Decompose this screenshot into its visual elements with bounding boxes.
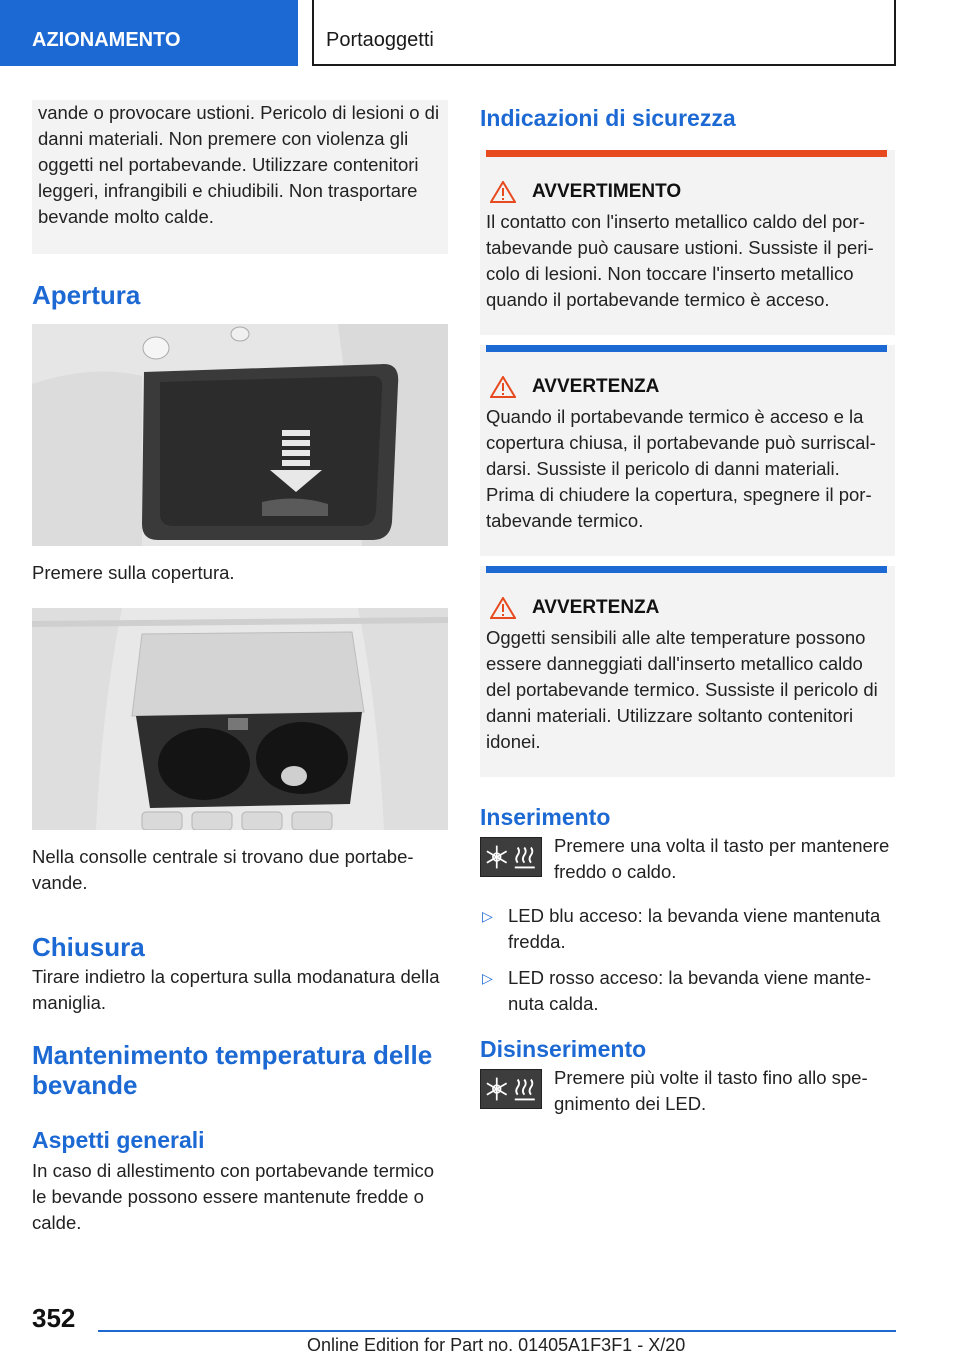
footer-divider (98, 1330, 896, 1332)
warning-text: Il contatto con l'inserto metallico caldo del portabevande può causare ustioni. Sussiste il pericolo di lesioni. Non toccare l'inserto metallico quando il portabevande termico è acceso. (486, 211, 874, 310)
disinserimento-heading: Disinserimento (480, 1036, 647, 1062)
cupholder-cover-photo (32, 324, 448, 546)
inserimento-text: Premere una volta il tasto per mantenere freddo o caldo. (554, 835, 890, 882)
chiusura-text: Tirare indietro la copertura sulla modanatura della maniglia. (32, 966, 440, 1013)
warning-bar (486, 345, 887, 352)
warning-triangle-icon (490, 181, 516, 203)
bullet-marker-icon: ▷ (482, 970, 493, 986)
warning-label: AVVERTENZA (532, 376, 660, 397)
console-cupholders-illustration (32, 608, 448, 830)
chiusura-heading: Chiusura (32, 932, 145, 962)
warning-title-row (486, 595, 887, 621)
list-item-text: LED blu acceso: la bevanda viene mantenuta fredda. (508, 905, 881, 952)
disinserimento-row (480, 1065, 895, 1117)
list-item (480, 965, 895, 1017)
led-status-list (480, 903, 895, 1017)
continued-warning-text: vande o provocare ustioni. Pericolo di lesioni o di danni materiali. Non premere con violenza gli oggetti nel portabevande. Utilizzare contenitori leggeri, infrangibili e chiudibili. Non trasportare bevande molto calde. (38, 102, 440, 227)
console-caption: Nella consolle centrale si trovano due portabevande. (32, 846, 414, 893)
warning-triangle-icon (490, 597, 516, 619)
apertura-caption: Premere sulla copertura. (32, 562, 235, 583)
warning-box-3 (480, 566, 895, 777)
left-column (32, 100, 448, 1236)
aspetti-heading: Aspetti generali (32, 1127, 205, 1153)
apertura-heading: Apertura (32, 280, 141, 310)
warning-text: Oggetti sensibili alle alte temperature possono essere danneggiati dall'inserto metallico caldo del portabevande termico. Sussiste il pericolo di danni materiali. Utilizzare soltanto contenitori idonei. (486, 627, 878, 752)
warning-title-row (486, 179, 887, 205)
chapter-title: AZIONAMENTO (32, 29, 181, 51)
mantenimento-heading: Mantenimento temperatura delle bevande (32, 1040, 433, 1100)
inserimento-heading: Inserimento (480, 804, 611, 830)
warning-label: AVVERTIMENTO (532, 181, 682, 202)
warning-triangle-icon (490, 376, 516, 398)
topic-header (312, 0, 896, 66)
safety-heading: Indicazioni di sicurezza (480, 105, 736, 131)
warning-box-1 (480, 150, 895, 335)
chapter-tab (0, 0, 298, 66)
warning-bar (486, 150, 887, 157)
bullet-marker-icon: ▷ (482, 908, 493, 924)
cupholder-cover-illustration (32, 324, 448, 546)
list-item-text: LED rosso acceso: la bevanda viene mantenuta calda. (508, 967, 872, 1014)
continued-warning-box (32, 100, 448, 254)
console-cupholders-photo (32, 608, 448, 830)
thermo-cupholder-button-icon (480, 1069, 542, 1109)
warning-title-row (486, 374, 887, 400)
footer-edition: Online Edition for Part no. 01405A1F3F1 - X/20 (307, 1335, 686, 1355)
thermo-cupholder-button-icon (480, 837, 542, 877)
right-column (480, 100, 895, 1117)
disinserimento-text: Premere più volte il tasto fino allo spegnimento dei LED. (554, 1067, 868, 1114)
page-number: 352 (32, 1303, 76, 1333)
warning-box-2 (480, 345, 895, 556)
aspetti-text: In caso di allestimento con portabevande termico le bevande possono essere mantenute fredde o calde. (32, 1160, 435, 1233)
warning-bar (486, 566, 887, 573)
list-item (480, 903, 895, 955)
inserimento-row (480, 833, 895, 885)
warning-text: Quando il portabevande termico è acceso e la copertura chiusa, il portabevande può surriscaldarsi. Sussiste il pericolo di danni materiali. Prima di chiudere la copertura, spegnere il portabevande termico. (486, 406, 876, 531)
warning-label: AVVERTENZA (532, 597, 660, 618)
topic-title: Portaoggetti (326, 29, 434, 51)
